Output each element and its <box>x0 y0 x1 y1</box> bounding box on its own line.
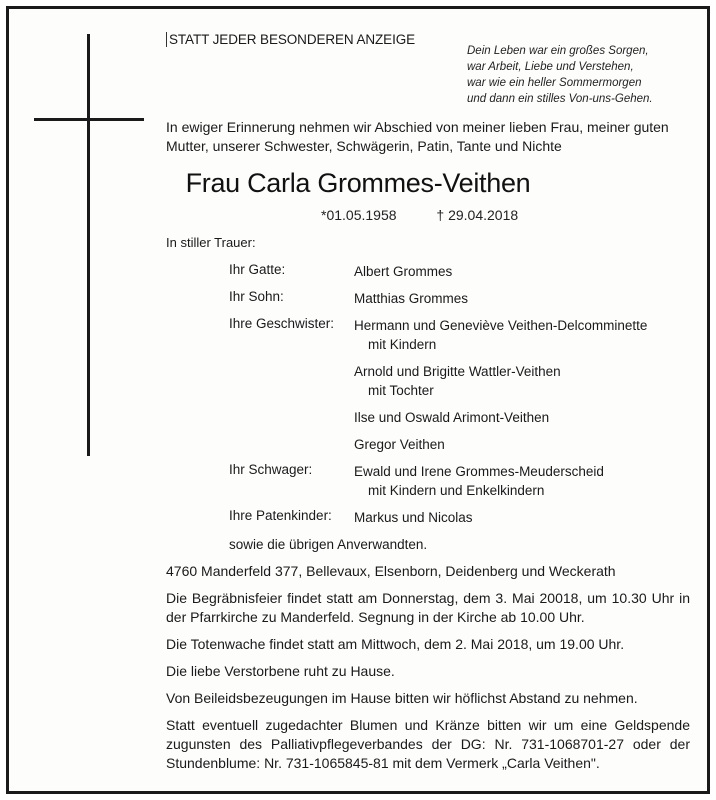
relative-names <box>354 462 689 500</box>
relative-row <box>229 435 689 454</box>
poem-line: war Arbeit, Liebe und Verstehen, <box>467 61 634 73</box>
cross-icon-vertical <box>87 34 90 456</box>
relative-row <box>229 262 689 281</box>
other-relatives: sowie die übrigen Anverwandten. <box>229 537 428 552</box>
relative-name: Ewald und Irene Grommes-Meuderscheid <box>354 464 604 479</box>
relative-name: Hermann und Geneviève Veithen-Delcomminette <box>354 318 648 333</box>
relative-name: Markus und Nicolas <box>354 510 473 525</box>
poem-line: Dein Leben war ein großes Sorgen, <box>467 45 649 57</box>
relative-names <box>354 316 689 354</box>
relative-label: Ihre Patenkinder: <box>229 508 332 523</box>
relative-label: Ihr Sohn: <box>229 289 284 304</box>
poem-line: war wie ein heller Sommermorgen <box>467 77 642 89</box>
poem <box>467 43 653 107</box>
relative-row <box>229 316 689 354</box>
relative-row <box>229 508 689 527</box>
info-paragraphs <box>166 589 690 781</box>
relative-label: Ihre Geschwister: <box>229 316 335 331</box>
deceased-name: Frau Carla Grommes-Veithen <box>185 168 531 198</box>
relative-name: mit Tochter <box>368 383 434 398</box>
relative-name: mit Kindern und Enkelkindern <box>368 483 545 498</box>
life-dates <box>321 207 518 223</box>
relative-names <box>354 362 689 400</box>
relative-row <box>229 362 689 400</box>
relative-name: Arnold und Brigitte Wattler-Veithen <box>354 364 561 379</box>
relatives-list <box>229 262 689 535</box>
address-line: 4760 Manderfeld 377, Bellevaux, Elsenborn, Deidenberg und Weckerath <box>166 563 616 579</box>
relative-name: mit Kindern <box>368 337 437 352</box>
relative-names <box>354 435 689 454</box>
paragraph-donation: Statt eventuell zugedachter Blumen und Kränze bitten wir um eine Geldspende zugunsten des Palliativpflegeverbandes der DG: Nr. 731-1068701-27 oder der Stundenblume: Nr. 731-1065845-81 mit dem Vermerk „Carla Veithen". <box>166 717 690 771</box>
paragraph-funeral: Die Begräbnisfeier findet statt am Donnerstag, dem 3. Mai 20018, um 10.30 Uhr in der Pfarrkirche zu Manderfeld. Segnung in der Kirche ab 10.00 Uhr. <box>166 590 690 625</box>
relative-name: Ilse und Oswald Arimont-Veithen <box>354 410 550 425</box>
relative-name: Matthias Grommes <box>354 291 469 306</box>
relative-names <box>354 508 689 527</box>
relative-label: Ihr Gatte: <box>229 262 286 277</box>
paragraph-condolences: Von Beileidsbezeugungen im Hause bitten wir höflichst Abstand zu nehmen. <box>166 690 638 706</box>
birth-date: *01.05.1958 <box>321 207 397 223</box>
relative-names <box>354 408 689 427</box>
relative-name: Albert Grommes <box>354 264 453 279</box>
intro-text: In ewiger Erinnerung nehmen wir Abschied von meiner lieben Frau, meiner guten Mutter, unserer Schwester, Schwägerin, Patin, Tante und Nichte <box>166 119 669 154</box>
paragraph-home: Die liebe Verstorbene ruht zu Hause. <box>166 663 395 679</box>
relative-names <box>354 289 689 308</box>
relative-row <box>229 462 689 500</box>
relative-name: Gregor Veithen <box>354 437 445 452</box>
cross-icon-horizontal <box>34 118 144 121</box>
paragraph-wake: Die Totenwache findet statt am Mittwoch, dem 2. Mai 2018, um 19.00 Uhr. <box>166 636 625 652</box>
relative-row <box>229 289 689 308</box>
poem-line: und dann ein stilles Von-uns-Gehen. <box>467 93 653 105</box>
relative-names <box>354 262 689 281</box>
mourning-label: In stiller Trauer: <box>166 235 256 250</box>
relative-label: Ihr Schwager: <box>229 462 313 477</box>
relative-row <box>229 408 689 427</box>
header-notice: STATT JEDER BESONDEREN ANZEIGE <box>166 32 415 47</box>
death-date: † 29.04.2018 <box>436 207 519 223</box>
